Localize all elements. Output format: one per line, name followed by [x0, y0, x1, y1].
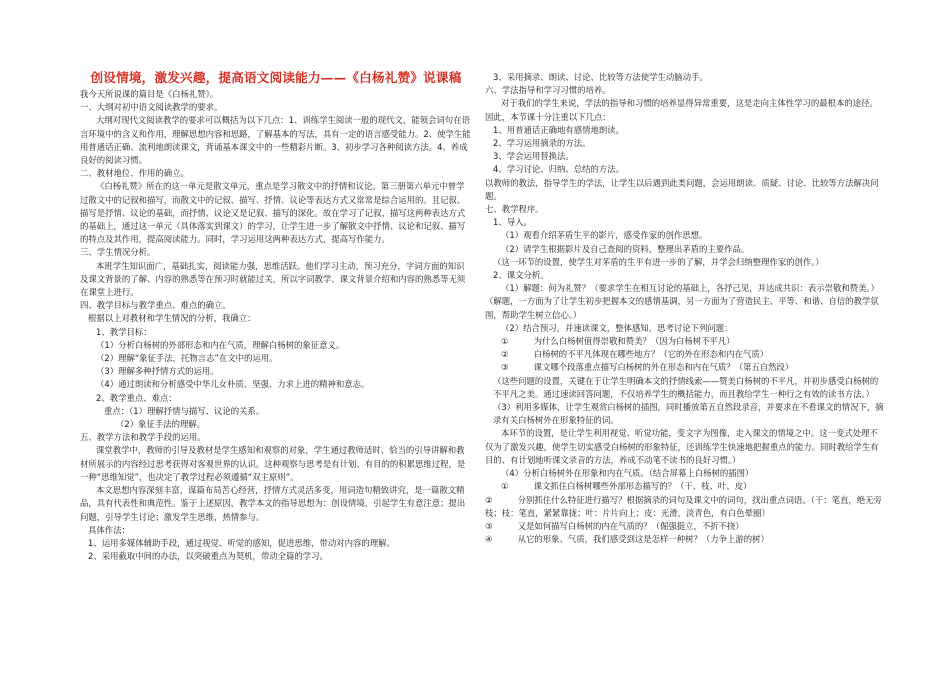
left-paragraph: 四、教学目标与教学重点、难点的确立。	[80, 300, 231, 311]
right-paragraph: ③ 课文哪个段落重点描写白杨树的外在形态和内在气质？（第五自然段）	[501, 362, 794, 373]
left-paragraph: 本文思想内容深刻丰富，谋篇布局苦心经营，抒情方式灵活多变，用词造句精致讲究，是一篇散文精品，具有代表性和典范性。鉴于上述原因，教学本文的指导思想为：创设情境，引起学生有意注意；提出问题，引导学生讨论；激发学生思维，热情参与。	[80, 485, 466, 522]
left-body	[80, 88, 472, 563]
left-paragraph: 重点：（1）理解抒情与描写、议论的关系。	[104, 405, 265, 416]
left-paragraph: 二、教材地位、作用的确立。	[80, 168, 189, 179]
right-paragraph: （这一环节的设置，使学生对茅盾的生平有进一步的了解，并学会归纳整理作家的创作。）	[493, 256, 824, 267]
right-paragraph: 4、学习讨论、归纳、总结的方法。	[493, 164, 624, 175]
right-paragraph: ① 为什么白杨树值得崇敬和赞美？（因为白杨树不平凡）	[501, 336, 735, 347]
right-paragraph: ④ 从它的形象、气质，我们感受到这是怎样一种树？（力争上游的树）	[485, 534, 769, 545]
left-paragraph: 我今天所说课的篇目是《白杨礼赞》。	[80, 89, 219, 99]
right-paragraph: ① 课文抓住白杨树哪些外部形态描写的？（干、枝、叶、皮）	[501, 481, 752, 492]
left-paragraph: 大纲对现代文阅读教学的要求可以概括为以下几点：1、训练学生阅读一般的现代文，能领会词句在语言环境中的含义和作用，理解思想内容和思路，了解基本的写法，具有一定的语言感受能力。2、使学生能用普通话正确、流利地朗读课文，背诵基本课文中的一些精彩片断。3、初步学习各种阅读方法。4、养成良好的阅读习惯。	[80, 115, 471, 166]
left-paragraph: （2）理解“象征手法，托物言志”在文中的运用。	[96, 353, 278, 364]
right-paragraph: 1、导入。	[493, 217, 532, 228]
left-paragraph: （4）通过朗读和分析感受中华儿女朴质、坚强、力求上进的精神和意志。	[96, 379, 370, 390]
left-paragraph: （3）理解多种抒情方式的运用。	[96, 366, 219, 377]
document-title: 创设情境，激发兴趣，提高语文阅读能力——《白杨礼赞》说课稿	[90, 70, 462, 85]
left-paragraph: 根据以上对教材和学生情况的分析，我确立：	[88, 313, 256, 324]
right-paragraph: 3、采用摘录、朗读、讨论、比较等方法使学生动脑动手。	[493, 72, 708, 82]
right-paragraph: 2、学习运用摘录的方法。	[493, 138, 591, 149]
left-paragraph: 1、教学目标：	[96, 326, 152, 337]
right-paragraph: 对于我们的学生来说，学法的指导和习惯的培养显得异常重要，这是走向主体性学习的最根本的途径。因此，本节课十分注重以下几点：	[485, 98, 878, 122]
right-paragraph: （2）请学生根据影片及自己查阅的资料，整理出茅盾的主要作品。	[501, 243, 750, 254]
right-paragraph: 2、课文分析。	[493, 270, 549, 281]
left-paragraph: 一、大纲对初中语文阅读教学的要求。	[80, 102, 223, 113]
left-paragraph: 课堂教学中，教师的引导及教材是学生感知和观察的对象，学生通过教师适时、恰当的引导讲解和教材所展示的内容经过思考获得对客观世界的认识。这种观察与思考是有计划、有目的的积累思维过程，是一种“思维知觉”，也决定了教学过程必须遵循“双主原则”。	[80, 445, 466, 482]
left-paragraph: （1）分析白杨树的外部形态和内在气质，理解白杨树的象征意义。	[96, 339, 345, 350]
left-paragraph: 1、运用多媒体辅助手段，通过视觉、听觉的感知，促进思维，带动对内容的理解。	[88, 537, 395, 548]
right-paragraph: 七、教学程序。	[485, 204, 544, 215]
left-paragraph: 具体作法：	[88, 524, 130, 535]
left-paragraph: 2、教学重点、难点：	[96, 392, 177, 403]
right-paragraph: （解题，一方面为了让学生初步把握本文的感情基调，另一方面为了营造民主、平等、和谐、自信的教学氛围，帮助学生树立信心。）	[485, 296, 879, 320]
right-paragraph: （1）解题：何为礼赞？（要求学生在相互讨论的基础上，各抒己见，并达成共识：表示崇敬和赞美。）	[501, 283, 880, 294]
right-paragraph: （2）结合预习，并速读课文，整体感知，思考讨论下列问题：	[501, 322, 733, 333]
right-paragraph: 本环节的设置，是让学生利用视觉、听觉功能，变文字为图像，走入课文的情境之中。这一变式处理不仅为了激发兴趣，使学生切实感受白杨树的形象特征，还训练学生快速地把握重点的能力。同时教给学生有目的、有计划地听课文录音的方法，养成不动笔不读书的良好习惯。）	[485, 428, 879, 465]
left-paragraph: 2、采用截取中间的办法，以突破重点为契机，带动全篇的学习。	[88, 551, 328, 562]
left-paragraph: 五、教学方法和教学手段的运用。	[80, 432, 206, 443]
right-paragraph: （4）分析白杨树外在形象和内在气质。（结合屏幕上白杨树的插图）	[501, 468, 754, 479]
right-paragraph: （1）观看介绍茅盾生平的影片，感受作家的创作思想。	[501, 230, 708, 241]
right-paragraph: （3）利用多媒体，让学生观赏白杨树的插图，同时播放第五自然段录音，并要求在不看课文的情况下，摘录有关白杨树外在形象特征的词。	[493, 402, 884, 426]
right-paragraph: ② 分别抓住什么特征进行描写？根据摘录的词句及课文中的词句，找出重点词语。（干：笔直，绝无旁枝；枝：笔直，紧紧靠拢；叶：片片向上；皮：光滑，淡青色，有白色晕圈）	[485, 494, 882, 518]
left-paragraph: （2）象征手法的理解。	[116, 419, 206, 430]
right-paragraph: 3、学会运用替换法。	[493, 151, 574, 162]
right-paragraph: ② 白杨树的不平凡体现在哪些地方？（它的外在形态和内在气质）	[501, 349, 769, 360]
right-paragraph: 六、学法指导和学习习惯的培养。	[485, 85, 611, 96]
right-paragraph: 以教师的教法，指导学生的学法，让学生以后遇到此类问题，会运用朗读、质疑、讨论、比较等方法解决问题。	[485, 177, 879, 201]
left-paragraph: 《白杨礼赞》所在的这一单元是散文单元，重点是学习散文中的抒情和议论。第三册第六单元中曾学过散文中的记叙和描写，而散文中的记叙、描写、抒情、议论等表达方式又常常是综合运用的。且记叙、描写是抒情、议论的基础，而抒情、议论又是记叙、描写的深化。故在学习了记叙、描写这两种表达方式的基础上，通过这一单元（具体落实到课文）的学习，让学生进一步了解散文中抒情、议论和记叙、描写的特点及其作用，提高阅读能力。同时，学习运用这两种表达方式，提高写作能力。	[80, 181, 466, 245]
left-paragraph: 本班学生知识面广，基础扎实，阅读能力强，思维活跃。他们学习主动，预习充分，字词方面的知识及课文背景的了解、内容的熟悉等在预习时就能过关，所以字词教学、课文背景介绍和内容的熟悉等无须在课堂上进行。	[80, 260, 466, 298]
left-column	[80, 70, 472, 563]
right-body	[485, 71, 885, 546]
left-paragraph: 三、学生情况分析。	[80, 247, 156, 258]
right-column	[485, 71, 885, 546]
right-paragraph: （这些问题的设置，关键在于让学生明确本文的抒情线索——赞美白杨树的不平凡，并初步感受白杨树的不平凡之美。通过速读回答问题，不仅培养学生的概括能力，而且教给学生一种行之有效的读书方法。）	[493, 375, 879, 399]
right-paragraph: ③ 又是如何描写白杨树的内在气质的？（倔强挺立，不折不挠）	[485, 520, 744, 531]
right-paragraph: 1、用普通话正确地有感情地朗读。	[493, 124, 624, 135]
